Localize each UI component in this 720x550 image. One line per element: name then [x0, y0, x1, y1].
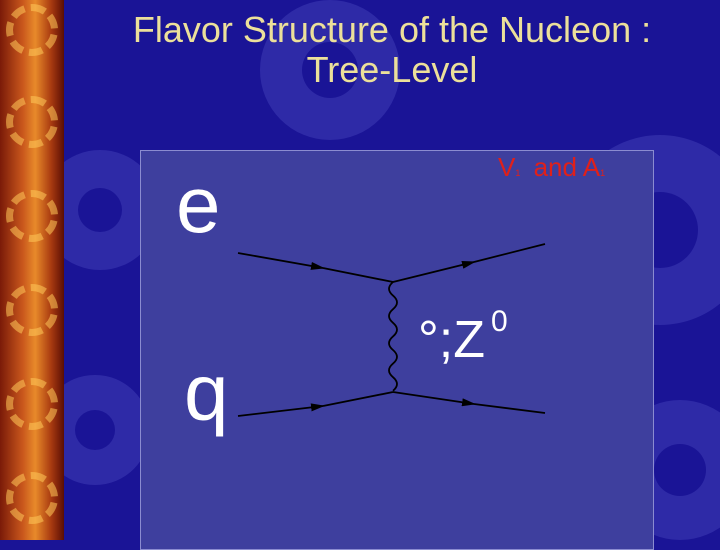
incoming-quark-line-segment: [323, 392, 393, 406]
vector-coupling-subscript: 1: [515, 168, 521, 178]
incoming-quark-line: [238, 406, 323, 416]
electron-label: e: [176, 160, 221, 249]
vector-coupling-symbol: V: [498, 152, 516, 182]
exchanged-boson-wavy-line: [389, 282, 397, 391]
outgoing-quark-line: [393, 392, 474, 404]
coupling-conjunction: and: [533, 152, 577, 182]
outgoing-electron-line-segment: [474, 244, 545, 262]
outgoing-quark-line-segment: [474, 404, 545, 413]
coupling-constants-label: [498, 152, 611, 188]
boson-label: [418, 292, 508, 370]
incoming-electron-line-segment: [323, 268, 393, 282]
boson-charge-superscript: 0: [491, 305, 508, 338]
outgoing-electron-line: [393, 262, 474, 282]
boson-symbol: °;Z: [418, 311, 486, 369]
incoming-electron-line: [238, 253, 323, 268]
quark-label: q: [184, 348, 229, 437]
slide-title-line-2: Tree-Level: [306, 49, 478, 90]
axial-coupling-symbol: A: [582, 152, 601, 182]
slide-title-line-1: Flavor Structure of the Nucleon :: [132, 9, 652, 50]
axial-coupling-subscript: 1: [600, 168, 606, 178]
